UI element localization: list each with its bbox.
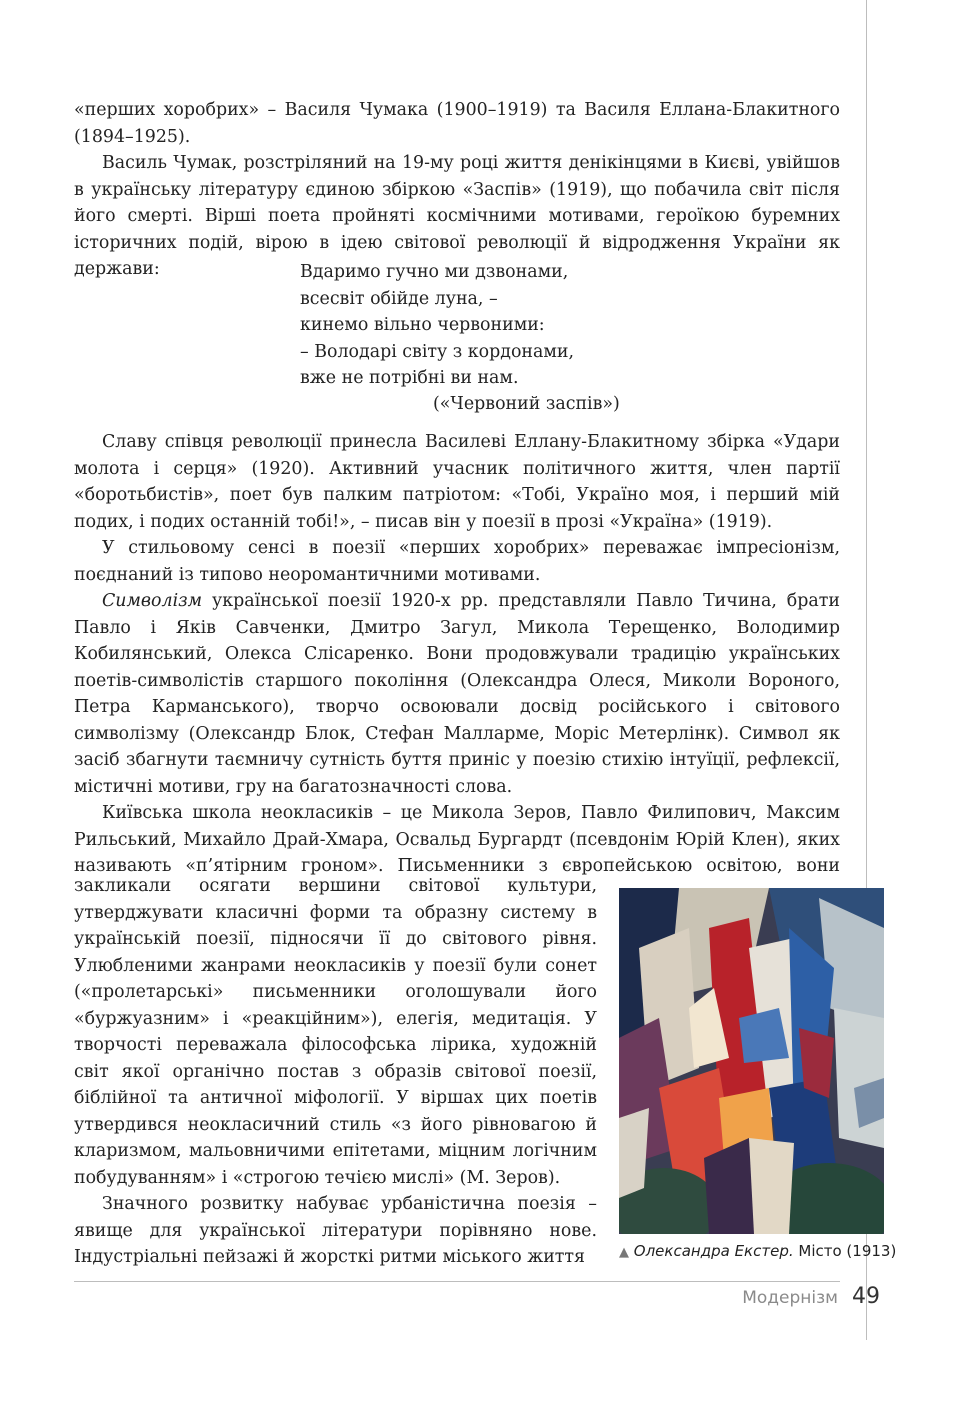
poem-quote: [300, 259, 620, 414]
text-block-middle: [74, 429, 840, 880]
term-symbolism: Символізм: [102, 591, 203, 611]
page-footer: [600, 1284, 880, 1309]
triangle-up-icon: ▲: [619, 1245, 629, 1260]
figure-caption: [619, 1242, 896, 1260]
poem-line: вже не потрібні ви нам.: [300, 368, 519, 388]
paragraph-6-continued: закликали осягати вершини світової культури, утверджувати класичні форми та образну систему в українській поезії, підносячи її до світового рівня. Улюбленими жанрами неокласиків у поезії були сонет («пролетарські» письменники оголошували його «буржуазним» і «реакційним»), елегія, медитація. У творчості переважала філософська лірика, художній світ якої органічно постав з образів світової поезії, біблійної та античної міфології. У віршах цих поетів утвердився неокласичний стиль «з його рівновагою й кларизмом, мальовничими епітетами, міцним логічним побудуванням» і «строгою течією мислі» (М. Зеров).: [74, 876, 597, 1188]
text-block-wrapped: [74, 873, 597, 1271]
poem-line: – Володарі світу з кордонами,: [300, 341, 575, 362]
footer-section-title: Модернізм: [742, 1288, 838, 1308]
poem-line: Вдаримо гучно ми дзвонами,: [300, 262, 569, 282]
painting-city-exter: [619, 888, 884, 1234]
caption-title: Місто (1913): [793, 1242, 897, 1260]
paragraph-3: Славу співця революції принесла Василеві Еллану-Блакитному збірка «Удари молота і серця» (1920). Активний учасник політичного життя, член партії «боротьбистів», поет був палким патріотом: «Тобі, Україно моя, і перший мій подих, і подих останній тобі!», – писав він у поезії в прозі «Україна» (1919).: [74, 432, 840, 532]
page-number: 49: [852, 1284, 880, 1309]
poem-line: всесвіт обійде луна, –: [300, 288, 498, 309]
footer-divider: [74, 1281, 840, 1282]
paragraph-5: Символізм української поезії 1920-х рр. представляли Павло Тичина, брати Павло і Яків Савченки, Дмитро Загул, Микола Терещенко, Володимир Кобилянський, Олекса Слісаренко. Вони продовжували традицію українських поетів-символістів старшого покоління (Олександра Олеся, Миколи Вороного, Петра Карманського), творчо освоювали досвід російського і світового символізму (Олександр Блок, Стефан Малларме, Моріс Метерлінк). Символ як засіб збагнути таємничу сутність буття приніс у поезію стихію інтуїції, рефлексії, містичні мотиви, гру на багатозначності слова.: [74, 591, 840, 797]
paragraph-4: У стильовому сенсі в поезії «перших хоробрих» переважає імпресіонізм, поєднаний із типово неоромантичними мотивами.: [74, 538, 840, 585]
poem-line: кинемо вільно червоними:: [300, 315, 545, 335]
paragraph-2: Василь Чумак, розстріляний на 19-му році життя денікінцями в Києві, увійшов в українську літературу єдиною збіркою «Заспів» (1919), що побачила світ після його смерті. Вірші поета пройняті космічними мотивами, героїкою буремних історичних подій, вірою в ідею світової революції й відродження України як держави:: [74, 153, 840, 279]
poem-source: («Червоний заспів»): [433, 394, 620, 414]
paragraph-7: Значного розвитку набуває урбаністична поезія – явище для української літератури порівняно нове. Індустріальні пейзажі й жорсткі ритми міського життя: [74, 1194, 597, 1267]
paragraph-6-start: Київська школа неокласиків – це Микола Зеров, Павло Филипович, Максим Рильський, Михайло Драй-Хмара, Освальд Бургардт (псевдонім Юрій Клен), яких називають «п’ятірним гроном». Письменники з європейською освітою, вони: [74, 803, 840, 876]
caption-author: Олександра Екстер.: [633, 1242, 794, 1260]
painting-image: [619, 888, 884, 1234]
text-block-top: [74, 97, 840, 283]
paragraph-1: «перших хоробрих» – Василя Чумака (1900–1919) та Василя Еллана-Блакитного (1894–1925).: [74, 100, 840, 147]
